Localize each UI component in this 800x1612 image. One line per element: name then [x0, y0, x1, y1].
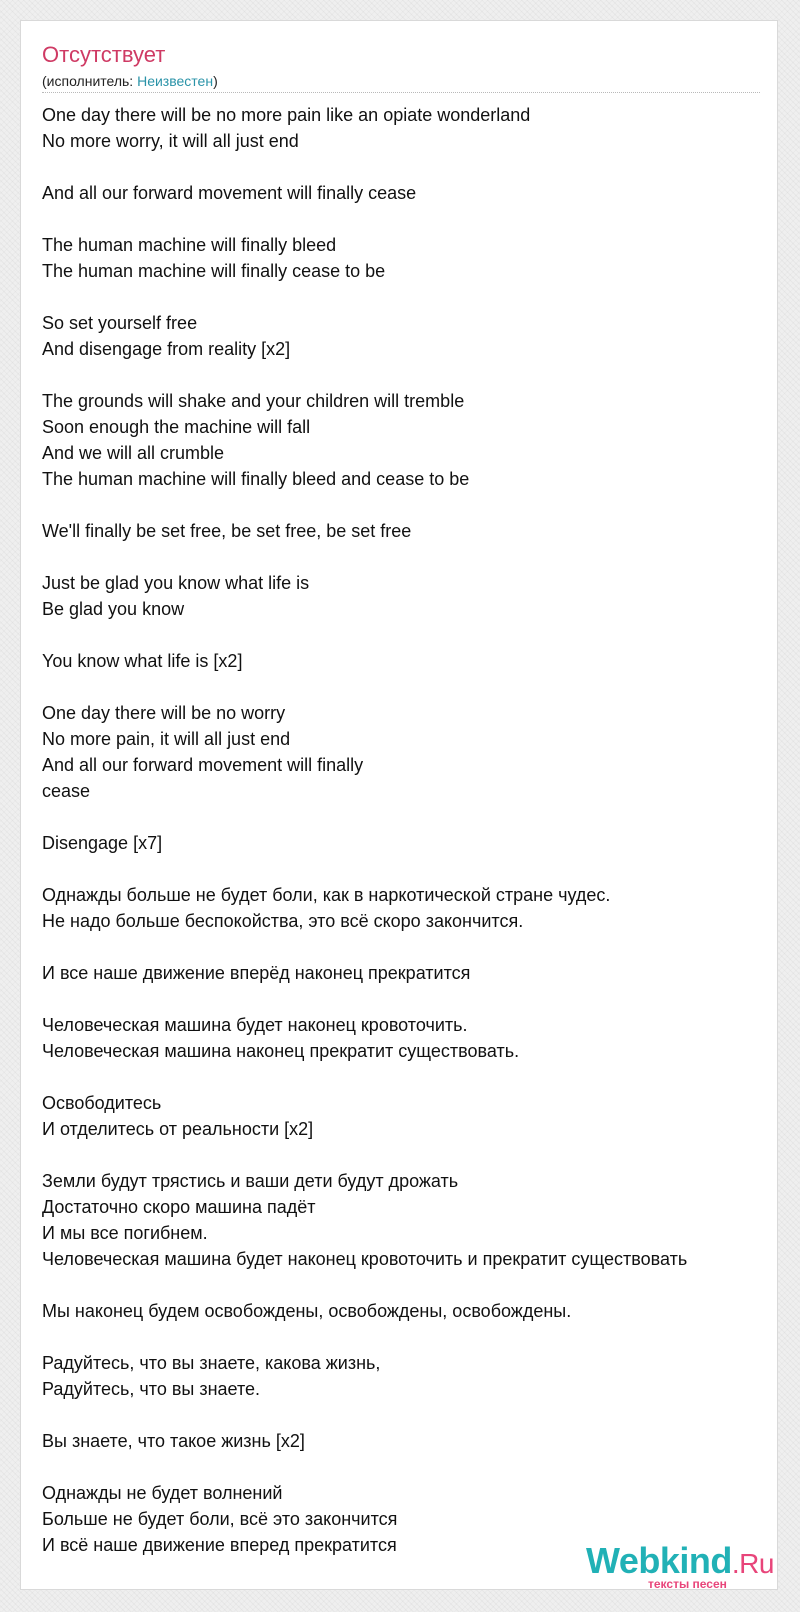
lyrics-line: И всё наше движение вперед прекратится [42, 1535, 397, 1555]
lyrics-line: No more worry, it will all just end [42, 131, 299, 151]
lyrics-line: Радуйтесь, что вы знаете, какова жизнь, [42, 1353, 381, 1373]
lyrics-line: The human machine will finally bleed [42, 235, 337, 255]
lyrics-line: Освободитесь [42, 1093, 162, 1113]
lyrics-line: cease [42, 781, 91, 801]
lyrics-line: И все наше движение вперёд наконец прекратится [42, 963, 471, 983]
lyrics-line: Земли будут трястись и ваши дети будут дрожать [42, 1171, 459, 1191]
logo-name: Webkind [586, 1540, 732, 1581]
lyrics-line: Человеческая машина наконец прекратит существовать. [42, 1041, 520, 1061]
lyrics-card [20, 20, 778, 1590]
lyrics-line: And all our forward movement will finally cease [42, 183, 417, 203]
lyrics-blank-line [42, 622, 782, 648]
artist-suffix: ) [213, 73, 218, 89]
lyrics-line: Однажды не будет волнений [42, 1483, 283, 1503]
lyrics-blank-line [42, 492, 782, 518]
lyrics-line: Disengage [x7] [42, 833, 163, 853]
lyrics-line: Радуйтесь, что вы знаете. [42, 1379, 261, 1399]
lyrics-line: The human machine will finally bleed and cease to be [42, 469, 470, 489]
lyrics-line: We'll finally be set free, be set free, be set free [42, 521, 412, 541]
lyrics-line: One day there will be no worry [42, 703, 286, 723]
lyrics-blank-line [42, 154, 782, 180]
lyrics-blank-line [42, 1402, 782, 1428]
logo-domain: .Ru [731, 1548, 774, 1579]
lyrics-line: И мы все погибнем. [42, 1223, 208, 1243]
lyrics-line: The grounds will shake and your children will tremble [42, 391, 465, 411]
lyrics-blank-line [42, 856, 782, 882]
site-logo[interactable] [586, 1541, 786, 1601]
artist-prefix: (исполнитель: [42, 73, 138, 89]
logo-subtitle: тексты песен [648, 1577, 727, 1591]
lyrics-line: No more pain, it will all just end [42, 729, 291, 749]
lyrics-line: Вы знаете, что такое жизнь [x2] [42, 1431, 305, 1451]
lyrics-line: And disengage from reality [x2] [42, 339, 291, 359]
lyrics-blank-line [42, 1142, 782, 1168]
lyrics-blank-line [42, 284, 782, 310]
lyrics-line: Больше не будет боли, всё это закончится [42, 1509, 398, 1529]
lyrics-line: Be glad you know [42, 599, 185, 619]
lyrics-line: Soon enough the machine will fall [42, 417, 311, 437]
lyrics-line: Человеческая машина будет наконец кровоточить. [42, 1015, 468, 1035]
lyrics-blank-line [42, 986, 782, 1012]
lyrics-line: Мы наконец будем освобождены, освобождены, освобождены. [42, 1301, 572, 1321]
lyrics-body [42, 102, 782, 1558]
lyrics-line: The human machine will finally cease to be [42, 261, 386, 281]
lyrics-line: Не надо больше беспокойства, это всё скоро закончится. [42, 911, 524, 931]
lyrics-blank-line [42, 1454, 782, 1480]
lyrics-blank-line [42, 934, 782, 960]
lyrics-blank-line [42, 1064, 782, 1090]
lyrics-blank-line [42, 1272, 782, 1298]
lyrics-blank-line [42, 1324, 782, 1350]
lyrics-line: So set yourself free [42, 313, 198, 333]
lyrics-line: И отделитесь от реальности [x2] [42, 1119, 314, 1139]
lyrics-blank-line [42, 206, 782, 232]
artist-link[interactable]: Неизвестен [137, 73, 214, 89]
lyrics-line: Однажды больше не будет боли, как в наркотической стране чудес. [42, 885, 611, 905]
artist-line [42, 72, 218, 90]
lyrics-blank-line [42, 804, 782, 830]
lyrics-blank-line [42, 674, 782, 700]
lyrics-line: Достаточно скоро машина падёт [42, 1197, 316, 1217]
lyrics-line: And we will all crumble [42, 443, 225, 463]
lyrics-line: Человеческая машина будет наконец кровоточить и прекратит существовать [42, 1249, 688, 1269]
song-title: Отсутствует [42, 42, 166, 67]
title-divider [42, 92, 760, 93]
lyrics-line: And all our forward movement will finally [42, 755, 364, 775]
lyrics-blank-line [42, 544, 782, 570]
lyrics-line: You know what life is [x2] [42, 651, 243, 671]
lyrics-blank-line [42, 362, 782, 388]
lyrics-line: One day there will be no more pain like an opiate wonderland [42, 105, 531, 125]
lyrics-line: Just be glad you know what life is [42, 573, 310, 593]
